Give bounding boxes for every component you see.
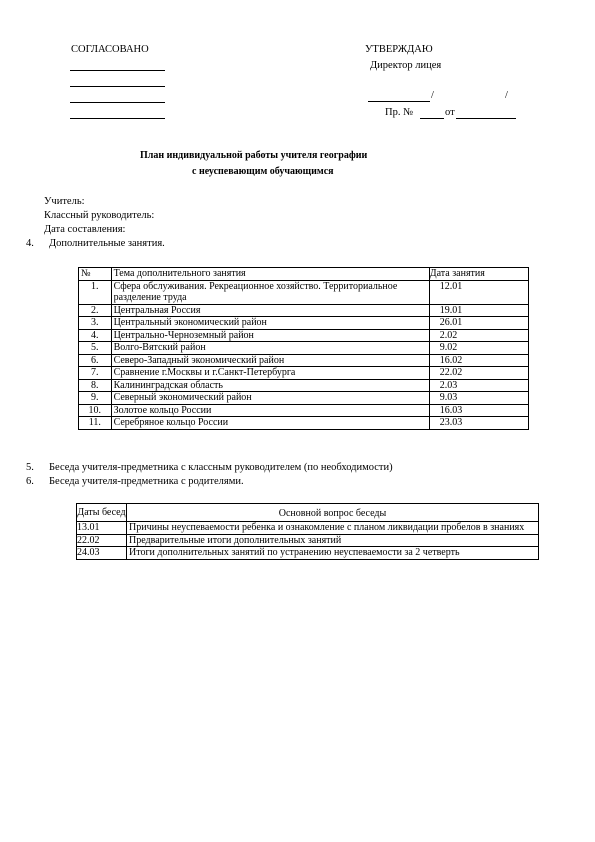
section-heading: Беседа учителя-предметника с классным руководителем (по необходимости): [49, 462, 393, 473]
table-row: [79, 280, 529, 304]
column-header-dates: Даты бесед: [77, 504, 127, 522]
row-topic: Северный экономический район: [111, 392, 429, 405]
table-row: [79, 317, 529, 330]
row-topic: Центрально-Черноземный район: [111, 329, 429, 342]
row-question: Причины неуспеваемости ребенка и ознакомление с планом ликвидации пробелов в знаниях: [127, 522, 539, 535]
lessons-table: [78, 267, 529, 430]
table-row: [79, 379, 529, 392]
section-heading: Беседа учителя-предметника с родителями.: [49, 476, 244, 487]
order-date-label: от: [445, 107, 455, 118]
table-row: [79, 404, 529, 417]
row-number: 8.: [79, 379, 112, 392]
table-row: [79, 367, 529, 380]
row-date: 24.03: [77, 547, 127, 560]
row-topic: Калининградская область: [111, 379, 429, 392]
column-header-number: №: [79, 268, 112, 281]
director-position: Директор лицея: [370, 60, 442, 71]
table-row: [77, 547, 539, 560]
row-number: 9.: [79, 392, 112, 405]
page-subtitle: с неуспевающим обучающимся: [192, 166, 334, 177]
conversations-table-body: [77, 522, 539, 560]
order-number-line: [420, 118, 444, 119]
row-topic: Центральный экономический район: [111, 317, 429, 330]
slash-separator: /: [431, 90, 434, 101]
row-date: 22.02: [429, 367, 528, 380]
table-row: [79, 417, 529, 430]
row-date: 12.01: [429, 280, 528, 304]
row-date: 2.03: [429, 379, 528, 392]
row-topic: Волго-Вятский район: [111, 342, 429, 355]
row-date: 26.01: [429, 317, 528, 330]
row-topic: Сравнение г.Москвы и г.Санкт-Петербурга: [111, 367, 429, 380]
row-topic: Золотое кольцо России: [111, 404, 429, 417]
approve-title: УТВЕРЖДАЮ: [365, 44, 433, 55]
row-number: 2.: [79, 304, 112, 317]
row-date: 16.02: [429, 354, 528, 367]
row-topic: Северо-Западный экономический район: [111, 354, 429, 367]
column-header-date: Дата занятия: [429, 268, 528, 281]
row-question: Предварительные итоги дополнительных занятий: [127, 534, 539, 547]
table-row: [79, 342, 529, 355]
table-row: [79, 329, 529, 342]
row-number: 11.: [79, 417, 112, 430]
section-heading: Дополнительные занятия.: [49, 238, 165, 249]
table-header-row: [79, 268, 529, 281]
row-number: 4.: [79, 329, 112, 342]
date-compiled-field: Дата составления:: [44, 224, 126, 235]
row-date: 16.03: [429, 404, 528, 417]
row-topic: Серебряное кольцо России: [111, 417, 429, 430]
signature-line: [70, 102, 165, 103]
row-number: 3.: [79, 317, 112, 330]
section-number: 4.: [26, 238, 34, 249]
lessons-table-body: [79, 280, 529, 429]
class-teacher-field: Класcный руководитель:: [44, 210, 155, 221]
table-row: [79, 304, 529, 317]
teacher-field: Учитель:: [44, 196, 85, 207]
order-date-line: [456, 118, 516, 119]
table-row: [79, 354, 529, 367]
approval-title: СОГЛАСОВАНО: [71, 44, 149, 55]
row-date: 13.01: [77, 522, 127, 535]
signature-line: [70, 86, 165, 87]
conversations-table: [76, 503, 539, 560]
table-row: [77, 522, 539, 535]
row-date: 19.01: [429, 304, 528, 317]
table-row: [77, 534, 539, 547]
column-header-question: Основной вопрос беседы: [127, 504, 539, 522]
row-date: 22.02: [77, 534, 127, 547]
table-header-row: [77, 504, 539, 522]
slash-separator: /: [505, 90, 508, 101]
order-number-label: Пр. №: [385, 107, 414, 118]
row-topic: Центральная Россия: [111, 304, 429, 317]
row-number: 10.: [79, 404, 112, 417]
table-row: [79, 392, 529, 405]
column-header-topic: Тема дополнительного занятия: [111, 268, 429, 281]
row-number: 7.: [79, 367, 112, 380]
row-number: 5.: [79, 342, 112, 355]
row-number: 6.: [79, 354, 112, 367]
row-question: Итоги дополнительных занятий по устранению неуспеваемости за 2 четверть: [127, 547, 539, 560]
section-number: 5.: [26, 462, 34, 473]
row-date: 2.02: [429, 329, 528, 342]
row-date: 23.03: [429, 417, 528, 430]
signature-line: [70, 70, 165, 71]
row-date: 9.03: [429, 392, 528, 405]
page-title: План индивидуальной работы учителя географии: [140, 150, 368, 161]
row-number: 1.: [79, 280, 112, 304]
row-date: 9.02: [429, 342, 528, 355]
signature-line: [70, 118, 165, 119]
director-signature-line: [368, 101, 430, 102]
section-number: 6.: [26, 476, 34, 487]
row-topic: Сфера обслуживания. Рекреационное хозяйство. Территориальное разделение труда: [111, 280, 429, 304]
